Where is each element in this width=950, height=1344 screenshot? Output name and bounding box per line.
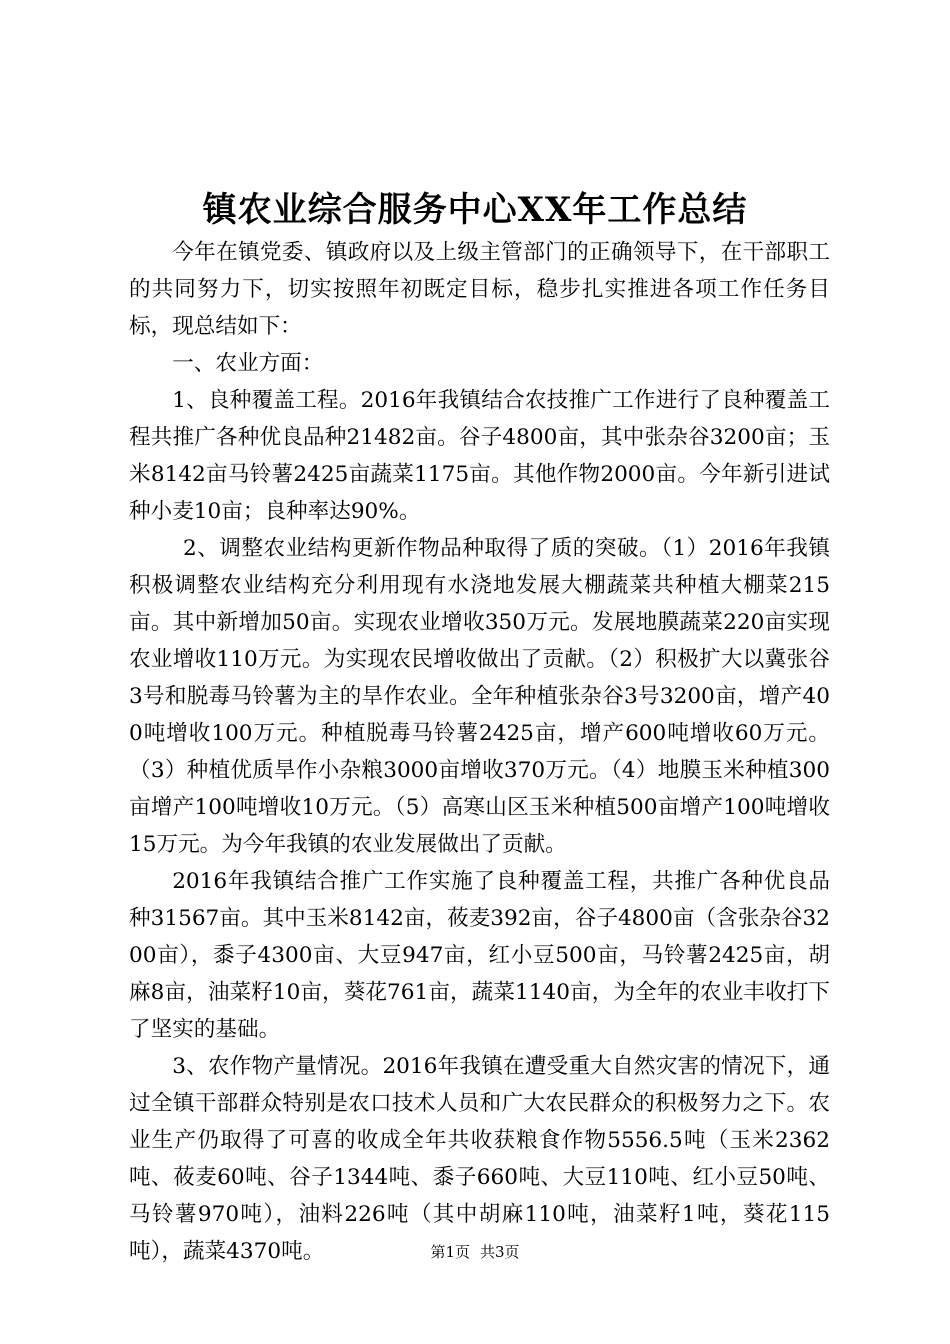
paragraph-structure-adjustment: 2、调整农业结构更新作物品种取得了质的突破。（1）2016年我镇积极调整农业结构充分利用现有水浇地发展大棚蔬菜共种植大棚菜215亩。其中新增加50亩。实现农业增收350万元。发展地膜蔬菜220亩实现农业增收110万元。为实现农民增收做出了贡献。（2）积极扩大以冀张谷3号和脱毒马铃薯为主的旱作农业。全年种植张杂谷3号3200亩，增产400吨增收100万元。种植脱毒马铃薯2425亩，增产600吨增收60万元。（3）种植优质旱作小杂粮3000亩增收370万元。（4）地膜玉米种植300亩增产100吨增收10万元。（5）高寒山区玉米种植500亩增产100吨增收15万元。为今年我镇的农业发展做出了贡献。: [129, 536, 830, 857]
section-heading-agriculture: 一、农业方面：: [172, 351, 324, 376]
paragraph-crop-output: 3、农作物产量情况。2016年我镇在遭受重大自然灾害的情况下，通过全镇干部群众特别是农口技术人员和广大农民群众的积极努力之下。农业生产仍取得了可喜的收成全年共收获粮食作物5556.5吨（玉米2362吨、莜麦60吨、谷子1344吨、黍子660吨、大豆110吨、红小豆50吨、马铃薯970吨），油料226吨（其中胡麻110吨，油菜籽1吨，葵花115吨），蔬菜4370吨。: [129, 1054, 830, 1264]
paragraph-seed-coverage: 1、良种覆盖工程。2016年我镇结合农技推广工作进行了良种覆盖工程共推广各种优良品种21482亩。谷子4800亩，其中张杂谷3200亩；玉米8142亩马铃薯2425亩蔬菜1175亩。其他作物2000亩。今年新引进试种小麦10亩；良种率达90%。: [129, 388, 830, 524]
page-total: 共3页: [480, 1243, 520, 1261]
page-footer: [0, 1240, 950, 1264]
page-number: 第1页: [430, 1243, 470, 1261]
document-body: [129, 234, 830, 1270]
intro-paragraph: 今年在镇党委、镇政府以及上级主管部门的正确领导下，在干部职工的共同努力下，切实按照年初既定目标，稳步扎实推进各项工作任务目标，现总结如下：: [129, 240, 830, 339]
paragraph-promotion-summary: 2016年我镇结合推广工作实施了良种覆盖工程，共推广各种优良品种31567亩。其中玉米8142亩，莜麦392亩，谷子4800亩（含张杂谷3200亩），黍子4300亩、大豆947亩，红小豆500亩，马铃薯2425亩，胡麻8亩，油菜籽10亩，葵花761亩，蔬菜1140亩，为全年的农业丰收打下了坚实的基础。: [129, 869, 830, 1042]
document-title: 镇农业综合服务中心XX年工作总结: [202, 190, 748, 230]
